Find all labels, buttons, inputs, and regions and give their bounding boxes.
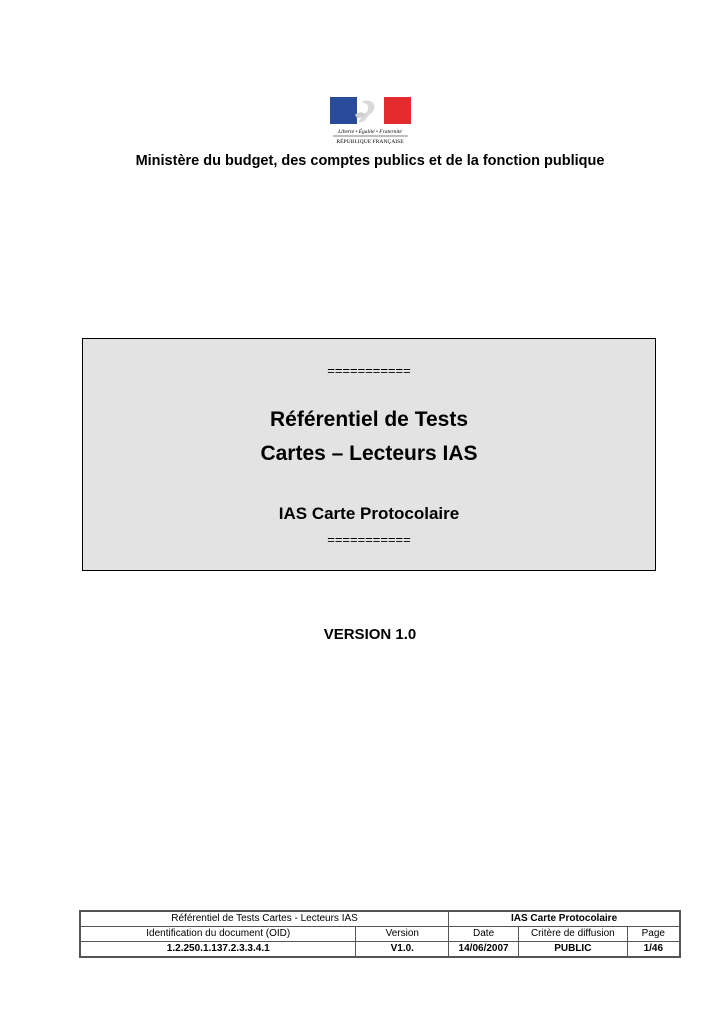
footer-header-page: Page — [627, 927, 680, 942]
title-box — [82, 338, 656, 571]
separator-bottom: =========== — [327, 532, 411, 547]
footer-doc-title: Référentiel de Tests Cartes - Lecteurs IAS — [80, 911, 449, 927]
footer-doc-subject: IAS Carte Protocolaire — [449, 911, 680, 927]
footer-header-oid: Identification du document (OID) — [80, 927, 356, 942]
footer-value-oid: 1.2.250.1.137.2.3.3.4.1 — [80, 942, 356, 958]
footer-value-diffusion: PUBLIC — [519, 942, 628, 958]
document-subtitle: IAS Carte Protocolaire — [278, 504, 460, 523]
separator-top: =========== — [327, 363, 411, 378]
footer-value-date: 14/06/2007 — [449, 942, 519, 958]
footer-header-diffusion: Critère de diffusion — [519, 927, 628, 942]
footer-value-page: 1/46 — [627, 942, 680, 958]
footer-row-values — [80, 942, 680, 958]
footer-header-version: Version — [356, 927, 449, 942]
marianne-emblem — [330, 97, 412, 149]
footer-value-version: V1.0. — [356, 942, 449, 958]
svg-text:Liberté • Égalité • Fraternité: Liberté • Égalité • Fraternité — [338, 129, 402, 135]
footer-row-headers — [80, 927, 680, 942]
footer-header-date: Date — [449, 927, 519, 942]
document-title-line-1: Référentiel de Tests — [269, 408, 468, 431]
footer-row-title — [80, 911, 680, 927]
svg-text:RÉPUBLIQUE FRANÇAISE: RÉPUBLIQUE FRANÇAISE — [336, 139, 404, 145]
ministry-name: Ministère du budget, des comptes publics et de la fonction publique — [135, 153, 605, 169]
version-label: VERSION 1.0 — [323, 626, 417, 643]
republique-francaise-logo — [330, 97, 412, 149]
footer-table — [79, 910, 681, 958]
document-title-line-2: Cartes – Lecteurs IAS — [260, 442, 478, 465]
